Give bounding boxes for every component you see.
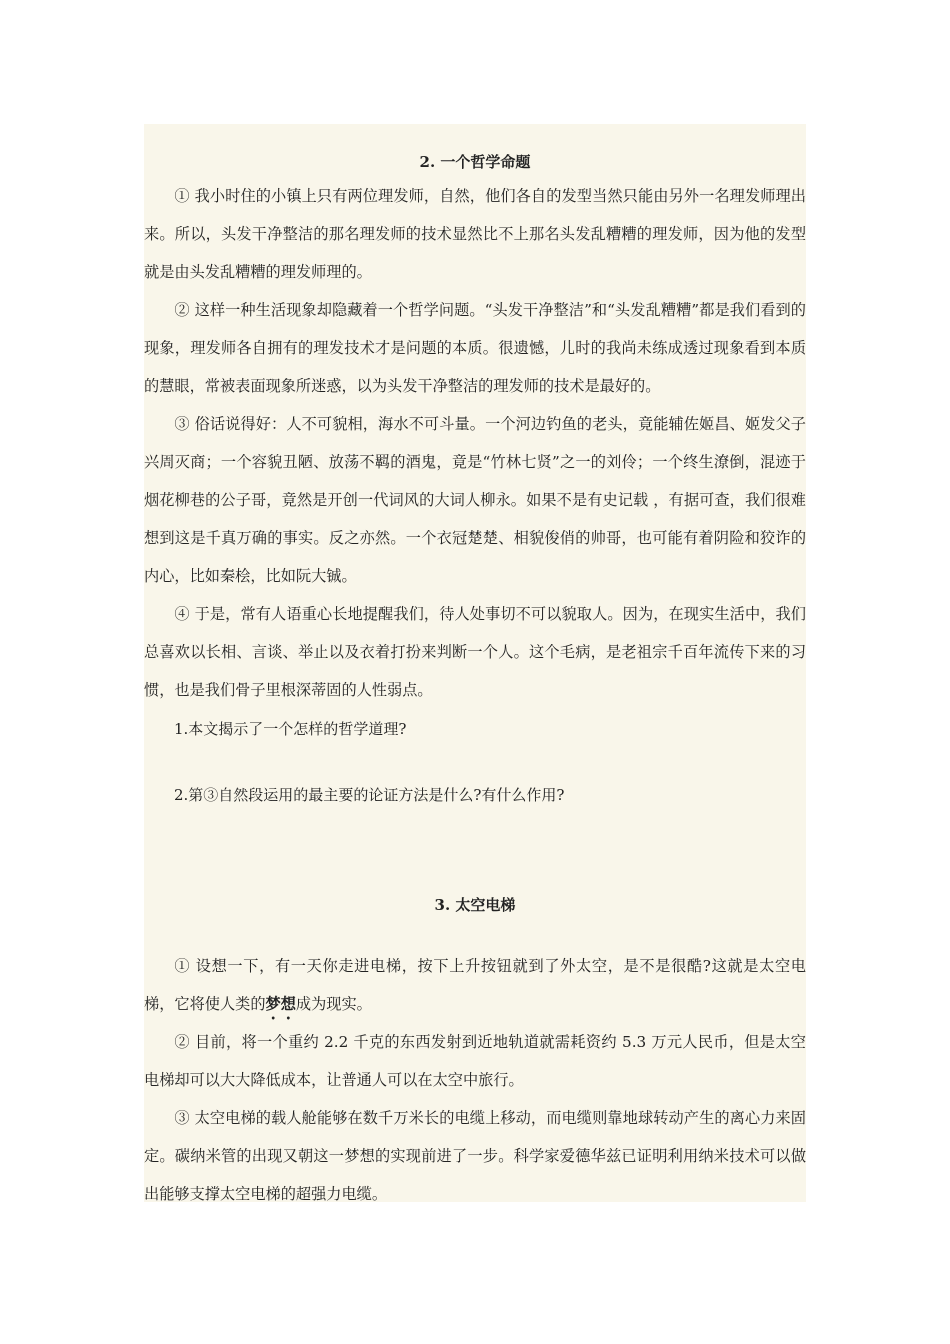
- paragraph-1-text-end: 成为现实。: [295, 995, 372, 1013]
- paragraph-2: ② 目前，将一个重约 2.2 千克的东西发射到近地轨道就需耗资约 5.3 万元人民币，但是太空电梯却可以大大降低成本，让普通人可以在太空中旅行。: [144, 1033, 806, 1089]
- paragraph-1: [144, 947, 806, 1023]
- question-1: 1.本文揭示了一个怎样的哲学道理?: [174, 720, 407, 738]
- article-title: 3. 太空电梯: [434, 896, 516, 914]
- article-philosophy: [144, 152, 806, 807]
- article-title: 2. 一个哲学命题: [419, 153, 531, 171]
- document-page: [144, 124, 806, 1202]
- paragraph-3: ③ 俗话说得好：人不可貌相，海水不可斗量。一个河边钓鱼的老头，竟能辅佐姬昌、姬发父子兴周灭商；一个容貌丑陋、放荡不羁的酒鬼，竟是“竹林七贤”之一的刘伶；一个终生潦倒，混迹于烟花柳巷的公子哥，竟然是开创一代词风的大词人柳永。如果不是有史记载 ，有据可查，我们很难想到这是千真万确的事实。反之亦然。一个衣冠楚楚、相貌俊俏的帅哥，也可能有着阴险和狡诈的内心，比如秦桧，比如阮大铖。: [144, 415, 806, 585]
- paragraph-3: ③ 太空电梯的载人舱能够在数千万米长的电缆上移动，而电缆则靠地球转动产生的离心力来固定。碳纳米管的出现又朝这一梦想的实现前进了一步。科学家爱德华兹已证明利用纳米技术可以做出能够支撑太空电梯的超强力电缆。: [144, 1109, 806, 1203]
- emphasized-word: 梦想: [265, 995, 296, 1013]
- paragraph-4: ④ 于是，常有人语重心长地提醒我们，待人处事切不可以貌取人。因为，在现实生活中，我们总喜欢以长相、言谈、举止以及衣着打扮来判断一个人。这个毛病，是老祖宗千百年流传下来的习惯，也是我们骨子里根深蒂固的人性弱点。: [144, 605, 806, 699]
- paragraph-1-text-start: ① 设想一下，有一天你走进电梯，按下上升按钮就到了外太空，是不是很酷?这就是太空电梯，它将使人类的: [144, 957, 806, 1013]
- paragraph-1: ① 我小时住的小镇上只有两位理发师，自然，他们各自的发型当然只能由另外一名理发师理出来。所以，头发干净整洁的那名理发师的技术显然比不上那名头发乱糟糟的理发师，因为他的发型就是由头发乱糟糟的理发师理的。: [144, 187, 806, 281]
- question-2: 2.第③自然段运用的最主要的论证方法是什么?有什么作用?: [174, 786, 565, 804]
- paragraph-2: ② 这样一种生活现象却隐藏着一个哲学问题。“头发干净整洁”和“头发乱糟糟”都是我们看到的现象，理发师各自拥有的理发技术才是问题的本质。很遗憾，儿时的我尚未练成透过现象看到本质的慧眼，常被表面现象所迷惑，以为头发干净整洁的理发师的技术是最好的。: [144, 301, 806, 395]
- article-body: [144, 177, 806, 709]
- article-body: [144, 947, 806, 1213]
- article-space-elevator: [144, 895, 806, 1213]
